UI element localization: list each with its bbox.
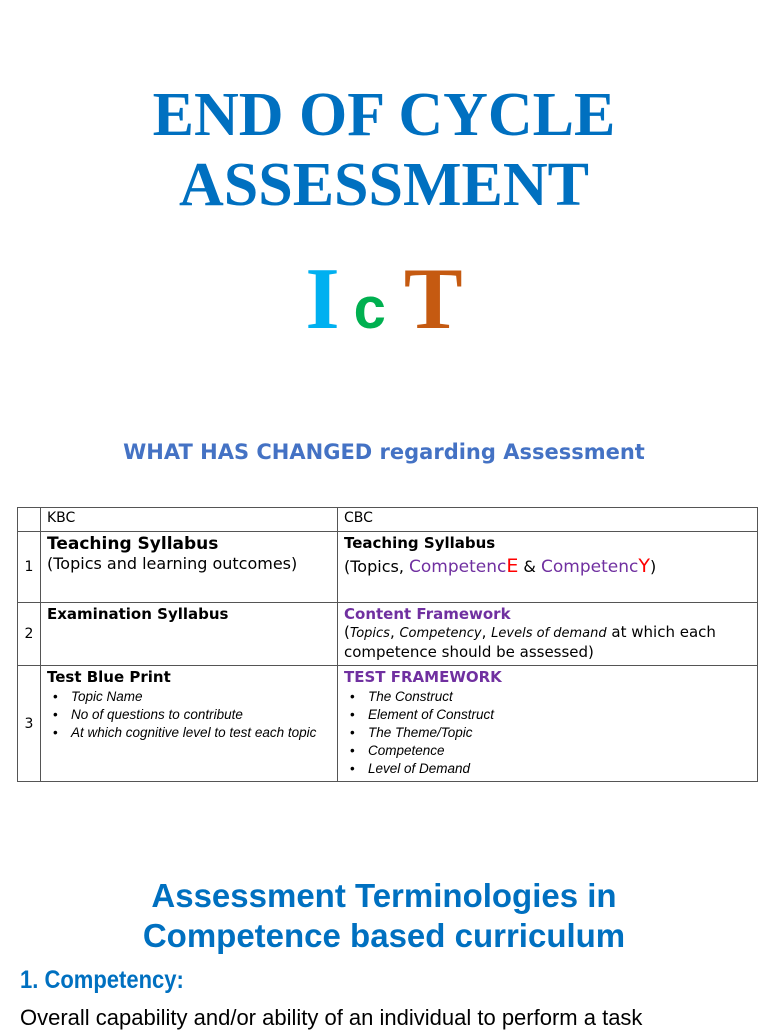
ampersand: & [518, 557, 541, 576]
cbc-cell [338, 666, 758, 782]
header-num [18, 508, 41, 532]
ict-letter-c: c [353, 276, 386, 341]
section-subtitle: WHAT HAS CHANGED regarding Assessment [123, 440, 645, 464]
cbc-text-close: ) [649, 557, 657, 576]
term-definition: Overall capability and/or ability of an individual to perform a task [20, 1005, 643, 1030]
cbc-italic-levels: Levels of demand [491, 626, 607, 641]
table-row [18, 532, 758, 603]
term-heading: 1. Competency: [20, 966, 184, 994]
kbc-cell [41, 603, 338, 666]
row-number: 2 [18, 603, 41, 666]
list-item: • Element of Construct [350, 706, 751, 724]
list-item: • Topic Name [53, 688, 331, 706]
cbc-cell [338, 532, 758, 603]
cbc-rest: at which each competence should be assessed) [344, 623, 716, 661]
section-heading-line-2: Competence based curriculum [142, 917, 626, 954]
list-item: • The Construct [350, 688, 751, 706]
cbc-bullet-list [344, 688, 751, 778]
list-item: • Competence [350, 742, 751, 760]
header-cbc: CBC [338, 508, 758, 532]
list-item: • No of questions to contribute [53, 706, 331, 724]
cbc-heading: Teaching Syllabus [344, 534, 496, 552]
table-row [18, 603, 758, 666]
table-row [18, 666, 758, 782]
kbc-heading: Test Blue Print [47, 668, 171, 686]
kbc-heading: Examination Syllabus [47, 605, 229, 623]
sep: , [481, 623, 492, 641]
kbc-cell [41, 666, 338, 782]
competence-word: Competenc [409, 557, 507, 577]
list-item: • At which cognitive level to test each topic [53, 724, 331, 742]
section-heading [0, 876, 768, 956]
title-line-2: ASSESSMENT [178, 151, 590, 219]
comparison-table [17, 507, 758, 782]
kbc-heading: Teaching Syllabus [47, 534, 219, 554]
ict-letter-i: I [305, 251, 340, 348]
ict-letter-t: T [403, 251, 463, 348]
title-line-1: END OF CYCLE [152, 81, 616, 149]
paren-open: ( [344, 623, 350, 641]
list-item: • Level of Demand [350, 760, 751, 778]
row-number: 3 [18, 666, 41, 782]
kbc-text: (Topics and learning outcomes) [47, 554, 298, 573]
section-heading-line-1: Assessment Terminologies in [151, 877, 617, 914]
competency-end-letter: Y [638, 555, 650, 577]
cbc-heading: TEST FRAMEWORK [344, 668, 502, 686]
cbc-text [344, 623, 751, 662]
cbc-italic-competency: Competency [399, 626, 482, 641]
cbc-cell [338, 603, 758, 666]
kbc-bullet-list [47, 688, 331, 742]
row-number: 1 [18, 532, 41, 603]
competence-end-letter: E [506, 555, 519, 577]
cbc-text [344, 555, 751, 577]
page-title [0, 80, 768, 220]
competency-word: Competenc [541, 557, 639, 577]
cbc-heading: Content Framework [344, 605, 511, 623]
ict-logo [0, 250, 768, 374]
list-item: • The Theme/Topic [350, 724, 751, 742]
sep: , [389, 623, 400, 641]
table-header-row [18, 508, 758, 532]
header-kbc: KBC [41, 508, 338, 532]
cbc-italic-topics: Topics [349, 626, 390, 641]
kbc-cell [41, 532, 338, 603]
cbc-text-open: (Topics, [344, 557, 409, 576]
